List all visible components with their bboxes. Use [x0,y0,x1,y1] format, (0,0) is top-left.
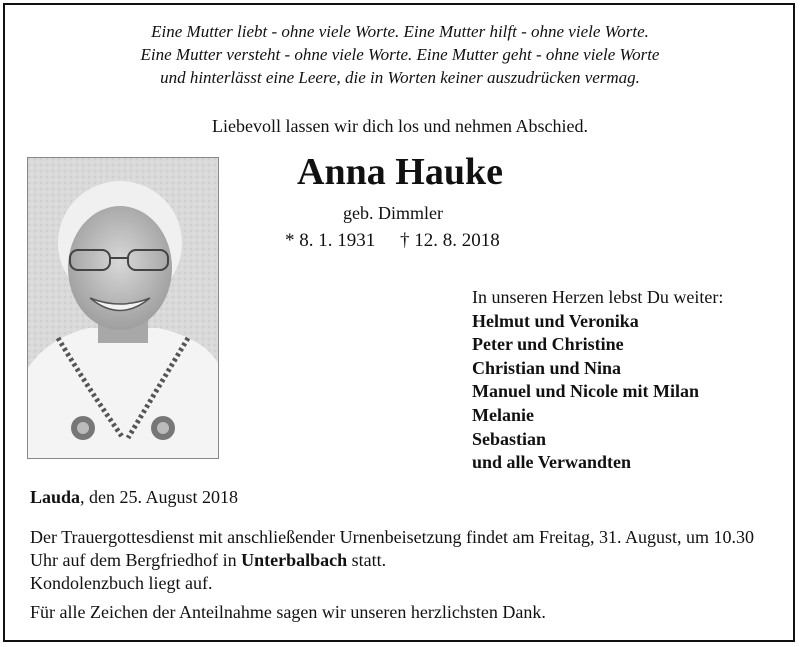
poem [0,20,800,89]
service-info [30,526,780,595]
survivor-name: Helmut und Veronika [472,310,639,331]
survivor-name: Christian und Nina [472,357,622,378]
survivor-name: Manuel und Nicole mit Milan [472,381,700,402]
guestbook-note: Kondolenzbuch liegt auf. [30,573,213,593]
farewell-line: Liebevoll lassen wir dich los und nehmen Abschied. [212,116,588,136]
portrait-photo [27,157,219,459]
service-text-end: statt. [347,550,387,570]
survivor-name: Melanie [472,404,534,425]
service-text: Der Trauergottesdienst mit anschließender Urnenbeisetzung findet am Freitag, 31. August, um 10.30 Uhr auf dem Bergfriedhof in [30,527,755,570]
birth-date: * 8. 1. 1931 [285,230,376,251]
service-location: Unterbalbach [241,550,348,570]
poem-line: Eine Mutter versteht - ohne viele Worte. Eine Mutter geht - ohne viele Worte [140,45,660,64]
thanks-line: Für alle Zeichen der Anteilnahme sagen wir unseren herzlichsten Dank. [30,602,546,622]
poem-line: und hinterlässt eine Leere, die in Worten keiner auszudrücken vermag. [160,68,640,87]
death-date: † 12. 8. 2018 [400,230,500,251]
deceased-name: Anna Hauke [297,151,503,193]
maiden-name: geb. Dimmler [343,203,443,223]
survivor-name: Peter und Christine [472,334,624,355]
survivors-list [472,286,723,475]
poem-line: Eine Mutter liebt - ohne viele Worte. Eine Mutter hilft - ohne viele Worte. [151,22,649,41]
place-and-date [30,487,238,508]
survivor-name: Sebastian [472,428,547,449]
life-dates [285,230,500,252]
date: , den 25. August 2018 [80,487,239,507]
survivor-name: und alle Verwandten [472,452,632,473]
survivors-lead: In unseren Herzen lebst Du weiter: [472,287,724,307]
place: Lauda [30,487,81,507]
